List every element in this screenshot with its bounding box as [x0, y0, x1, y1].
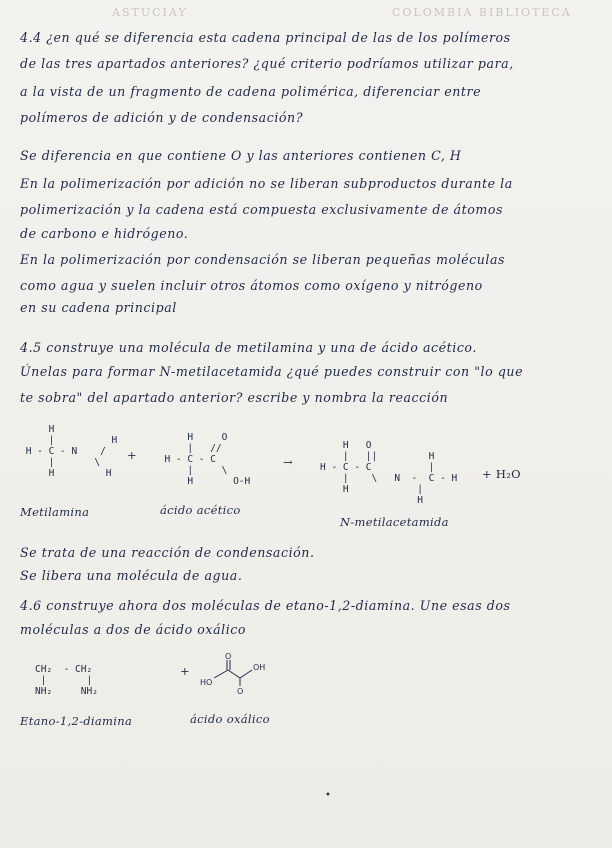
q45-line-2: Únelas para formar N-metilacetamida ¿qué puedes construir con "lo que: [20, 364, 524, 379]
label-acetic-acid: ácido acético: [160, 503, 241, 517]
a45-line-2: Se libera una molécula de agua.: [20, 568, 243, 583]
q44-line-4: polímeros de adición y de condensación?: [20, 110, 304, 125]
q45-line-3: te sobra" del apartado anterior? escribe y nombra la reacción: [20, 390, 449, 405]
bleed-through-text-left: ASTUCIAY: [112, 6, 188, 19]
a44-line-1: Se diferencia en que contiene O y las anteriores contienen C, H: [20, 148, 462, 163]
plus-sign-1: +: [127, 448, 137, 462]
a44-line-5: En la polimerización por condensación se liberan pequeñas moléculas: [20, 252, 506, 267]
reaction-arrow: →: [283, 455, 293, 469]
q44-line-2: de las tres apartados anteriores? ¿qué criterio podríamos utilizar para,: [20, 56, 514, 71]
plus-water: + H₂O: [482, 467, 521, 481]
a44-line-4: de carbono e hidrógeno.: [20, 226, 189, 241]
stray-mark: •: [325, 790, 331, 801]
a44-line-2: En la polimerización por adición no se liberan subproductos durante la: [20, 176, 513, 191]
a44-line-3: polimerización y la cadena está compuesta exclusivamente de átomos: [20, 202, 503, 217]
a44-line-7: en su cadena principal: [20, 300, 177, 315]
q45-line-1: 4.5 construye una molécula de metilamina y una de ácido acético.: [20, 340, 477, 355]
q46-line-1: 4.6 construye ahora dos moléculas de etano-1,2-diamina. Une esas dos: [20, 598, 511, 613]
plus-sign-2: +: [180, 664, 190, 678]
bleed-through-text-right: COLOMBIA BIBLIOTECA: [392, 6, 572, 19]
n-methylacetamide-structure: H O | || H H - C - C | | \ N - C - H H | H: [320, 440, 458, 506]
svg-text:O: O: [237, 687, 244, 696]
methylamine-structure: H | H H - C - N / | \ H H: [25, 424, 118, 479]
label-methylamine: Metilamina: [20, 505, 90, 519]
q44-line-1: 4.4 ¿en qué se diferencia esta cadena principal de las de los polímeros: [20, 30, 511, 45]
svg-text:O: O: [225, 652, 232, 661]
oxalic-acid-structure: [196, 652, 286, 698]
q44-line-3: a la vista de un fragmento de cadena polimérica, diferenciar entre: [20, 84, 482, 99]
acetic-acid-structure: H O | // H - C - C | \ H O-H: [164, 432, 251, 487]
label-n-methylacetamide: N-metilacetamida: [340, 515, 449, 529]
svg-text:HO: HO: [200, 678, 213, 687]
a44-line-6: como agua y suelen incluir otros átomos como oxígeno y nitrógeno: [20, 278, 483, 293]
svg-text:OH: OH: [253, 663, 266, 672]
label-oxalic-acid: ácido oxálico: [190, 712, 270, 726]
label-ethane-diamine: Etano-1,2-diamina: [20, 714, 133, 728]
q46-line-2: moléculas a dos de ácido oxálico: [20, 622, 247, 637]
a45-line-1: Se trata de una reacción de condensación.: [20, 545, 315, 560]
ethane-diamine-structure: CH₂ - CH₂ | | NH₂ NH₂: [35, 664, 98, 697]
